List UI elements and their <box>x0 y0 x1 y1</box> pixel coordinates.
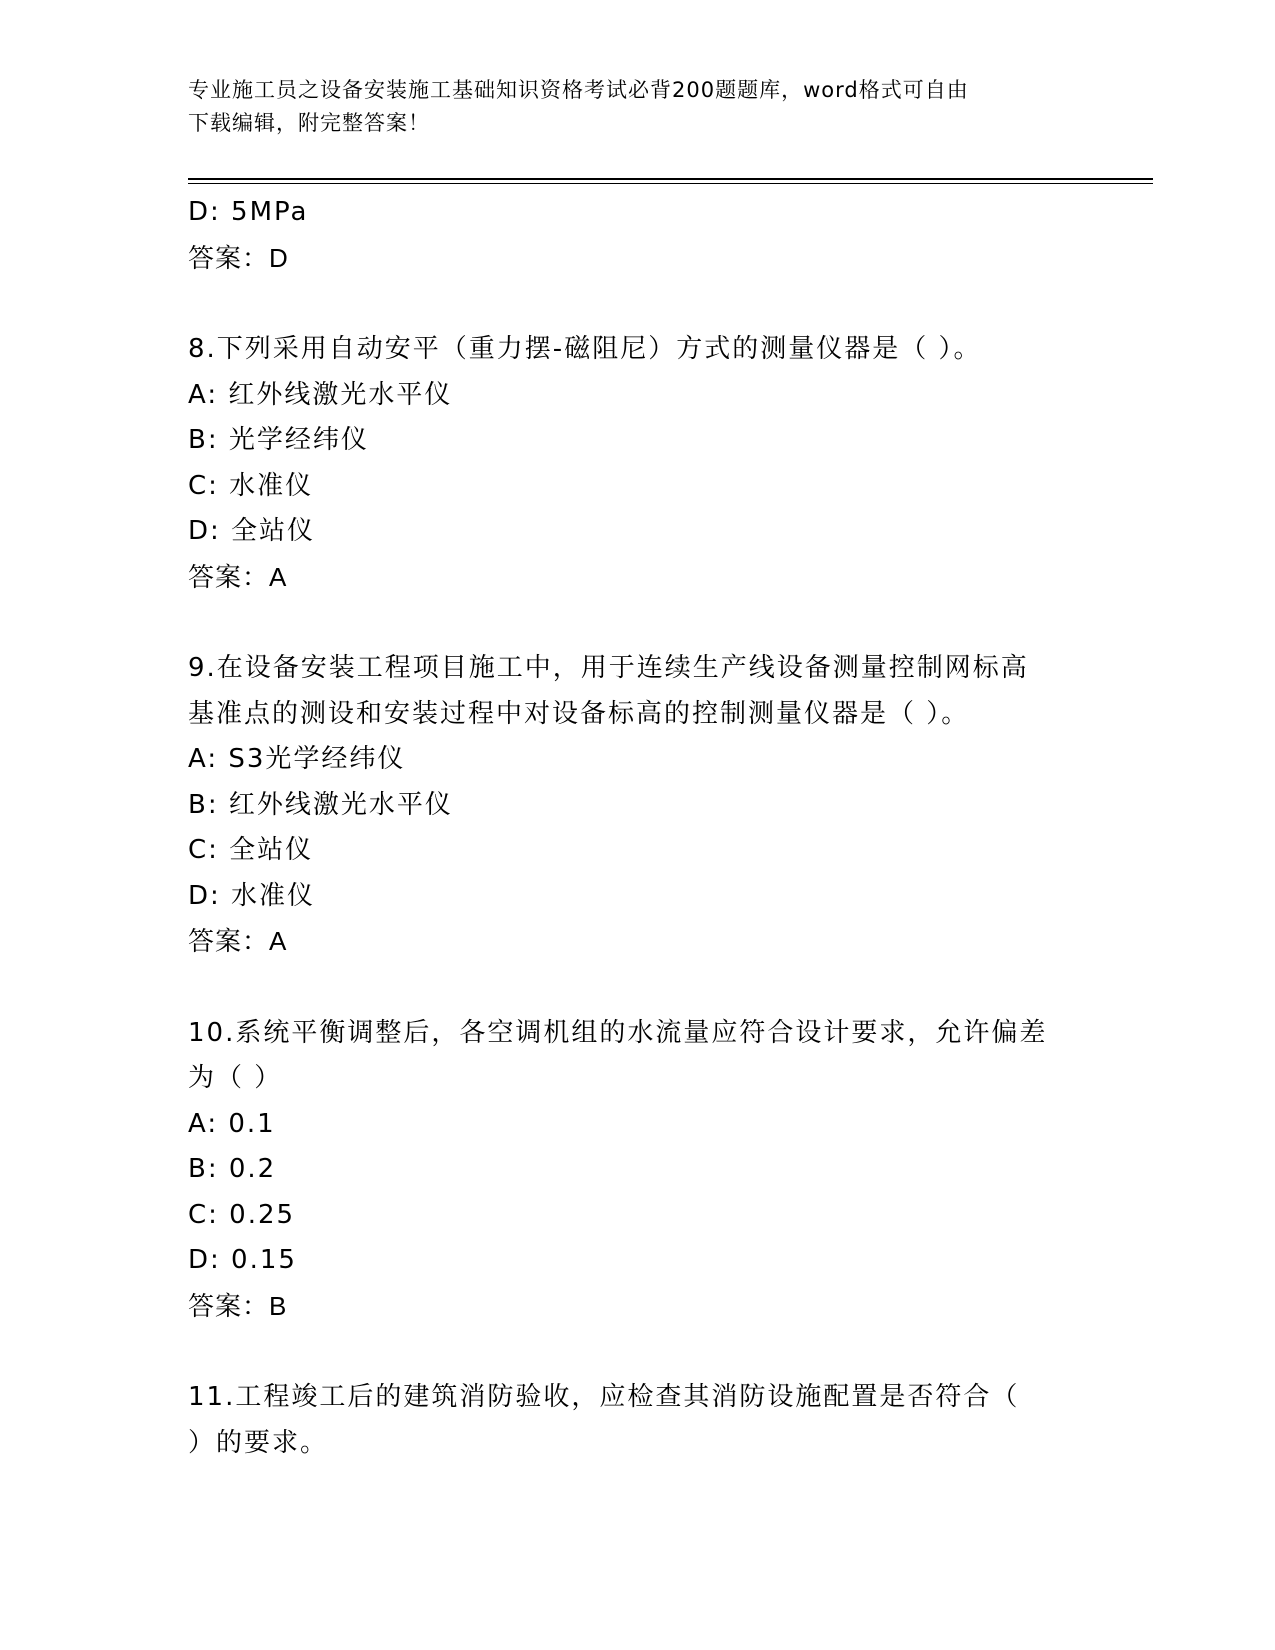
question-11 <box>188 1375 1088 1466</box>
question-stem-continued: 为（ ） <box>188 1063 283 1093</box>
answer-line: 答案：A <box>188 926 288 956</box>
header-divider-thick <box>188 178 1153 180</box>
document-body <box>188 190 1088 1466</box>
answer-line: 答案：B <box>188 1290 288 1321</box>
question-stem-continued: 基准点的测设和安装过程中对设备标高的控制测量仪器是（ ）。 <box>188 698 970 729</box>
answer-line: 答案：A <box>188 561 288 592</box>
document-header <box>188 74 1088 140</box>
question-stem-continued: ）的要求。 <box>188 1427 329 1458</box>
question-spacer <box>188 1329 1088 1375</box>
answer-line: 答案：D <box>188 242 289 273</box>
option-b: B: 0.2 <box>188 1154 277 1184</box>
question-stem: 8.下列采用自动安平（重力摆-磁阻尼）方式的测量仪器是（ ）。 <box>188 334 982 364</box>
option-b: B: 光学经纬仪 <box>188 425 369 455</box>
option-c: C: 0.25 <box>188 1199 296 1230</box>
option-c: C: 全站仪 <box>188 835 314 865</box>
option-a: A: S3光学经纬仪 <box>188 744 406 774</box>
question-10 <box>188 1011 1088 1330</box>
option-b: B: 红外线激光水平仪 <box>188 789 453 820</box>
option-a: A: 红外线激光水平仪 <box>188 379 453 410</box>
question-stem: 9.在设备安装工程项目施工中，用于连续生产线设备测量控制网标高 <box>188 653 1029 683</box>
option-a: A: 0.1 <box>188 1108 276 1139</box>
header-line-1: 专业施工员之设备安装施工基础知识资格考试必背200题题库，word格式可自由 <box>188 78 969 102</box>
option-d: D: 水准仪 <box>188 880 316 911</box>
question-stem: 10.系统平衡调整后，各空调机组的水流量应符合设计要求，允许偏差 <box>188 1017 1048 1048</box>
header-divider-thin <box>188 183 1153 184</box>
question-9 <box>188 646 1088 965</box>
question-7-tail <box>188 190 1088 281</box>
question-8 <box>188 327 1088 600</box>
option-d: D: 0.15 <box>188 1245 297 1275</box>
question-spacer <box>188 281 1088 327</box>
question-spacer <box>188 600 1088 646</box>
option-d: D: 5MPa <box>188 197 309 227</box>
option-c: C: 水准仪 <box>188 470 314 501</box>
option-d: D: 全站仪 <box>188 516 316 546</box>
question-stem: 11.工程竣工后的建筑消防验收，应检查其消防设施配置是否符合（ <box>188 1382 1020 1412</box>
question-spacer <box>188 965 1088 1011</box>
header-line-2: 下载编辑，附完整答案！ <box>188 111 430 135</box>
